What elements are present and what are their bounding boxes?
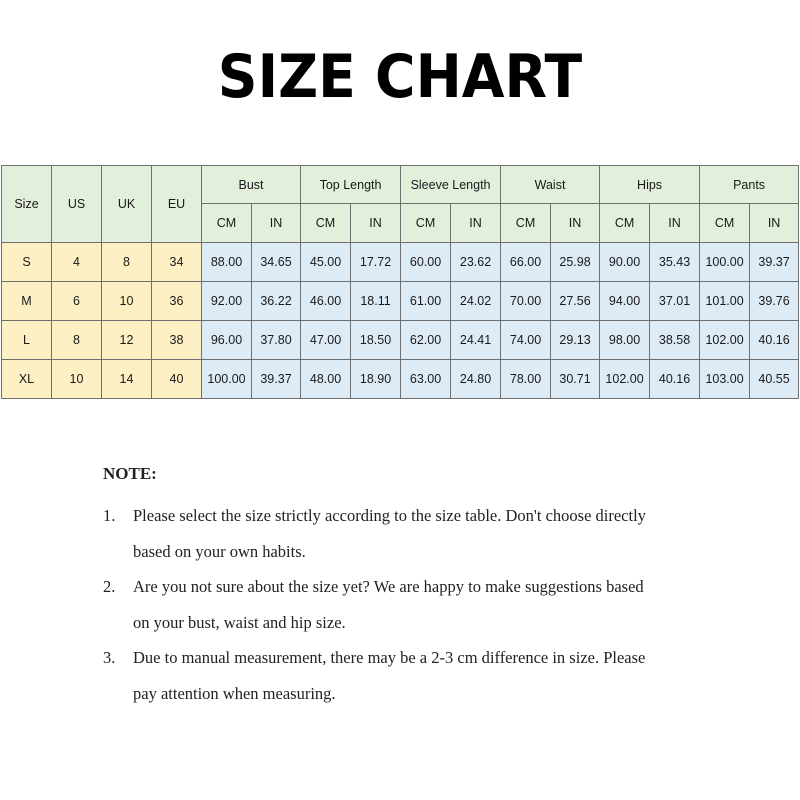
- measurement-cell: 102.00: [600, 360, 650, 399]
- note-title: NOTE:: [103, 464, 157, 483]
- header-row: [2, 166, 799, 204]
- measurement-cell: 98.00: [600, 321, 650, 360]
- unit-in-header: IN: [451, 204, 501, 243]
- measurement-cell: 66.00: [501, 243, 551, 282]
- note-item: [103, 640, 723, 711]
- note-line: Due to manual measurement, there may be a 2-3 cm difference in size. Please: [133, 648, 646, 667]
- note-item: [103, 569, 723, 640]
- eu-size-cell: 34: [152, 243, 202, 282]
- measurement-cell: 62.00: [401, 321, 451, 360]
- measurement-cell: 102.00: [700, 321, 750, 360]
- measurement-cell: 94.00: [600, 282, 650, 321]
- measurement-cell: 103.00: [700, 360, 750, 399]
- eu-size-cell: 40: [152, 360, 202, 399]
- size-header-cell: Size: [2, 166, 52, 243]
- measurement-cell: 37.80: [252, 321, 301, 360]
- table-row: [2, 282, 799, 321]
- measurement-cell: 24.41: [451, 321, 501, 360]
- measurement-cell: 18.50: [351, 321, 401, 360]
- size-table: [1, 165, 799, 399]
- measurement-cell: 30.71: [551, 360, 600, 399]
- uk-size-cell: 12: [102, 321, 152, 360]
- measurement-cell: 29.13: [551, 321, 600, 360]
- note-number: 2.: [103, 577, 116, 596]
- measurement-cell: 25.98: [551, 243, 600, 282]
- us-size-cell: 4: [52, 243, 102, 282]
- measurement-cell: 48.00: [301, 360, 351, 399]
- measurement-cell: 17.72: [351, 243, 401, 282]
- region-header-cell: EU: [152, 166, 202, 243]
- table-row: [2, 321, 799, 360]
- measurement-cell: 40.55: [750, 360, 799, 399]
- measurement-cell: 100.00: [700, 243, 750, 282]
- uk-size-cell: 10: [102, 282, 152, 321]
- us-size-cell: 6: [52, 282, 102, 321]
- measurement-cell: 39.76: [750, 282, 799, 321]
- measurement-cell: 96.00: [202, 321, 252, 360]
- note-item: [103, 498, 723, 569]
- measure-group-header: Waist: [501, 166, 600, 204]
- unit-cm-header: CM: [600, 204, 650, 243]
- measurement-cell: 39.37: [252, 360, 301, 399]
- size-cell: S: [2, 243, 52, 282]
- unit-in-header: IN: [252, 204, 301, 243]
- region-header-cell: UK: [102, 166, 152, 243]
- measurement-cell: 27.56: [551, 282, 600, 321]
- eu-size-cell: 36: [152, 282, 202, 321]
- measurement-cell: 101.00: [700, 282, 750, 321]
- measurement-cell: 36.22: [252, 282, 301, 321]
- unit-cm-header: CM: [501, 204, 551, 243]
- measurement-cell: 24.80: [451, 360, 501, 399]
- measure-group-header: Pants: [700, 166, 799, 204]
- measurement-cell: 23.62: [451, 243, 501, 282]
- measurement-cell: 18.11: [351, 282, 401, 321]
- measurement-cell: 24.02: [451, 282, 501, 321]
- measurement-cell: 90.00: [600, 243, 650, 282]
- measurement-cell: 38.58: [650, 321, 700, 360]
- note-section: [103, 464, 723, 711]
- measurement-cell: 45.00: [301, 243, 351, 282]
- uk-size-cell: 14: [102, 360, 152, 399]
- unit-cm-header: CM: [401, 204, 451, 243]
- measure-group-header: Sleeve Length: [401, 166, 501, 204]
- measurement-cell: 63.00: [401, 360, 451, 399]
- measurement-cell: 40.16: [750, 321, 799, 360]
- unit-cm-header: CM: [700, 204, 750, 243]
- region-header-cell: US: [52, 166, 102, 243]
- measurement-cell: 35.43: [650, 243, 700, 282]
- unit-in-header: IN: [551, 204, 600, 243]
- measurement-cell: 61.00: [401, 282, 451, 321]
- measurement-cell: 100.00: [202, 360, 252, 399]
- measurement-cell: 47.00: [301, 321, 351, 360]
- us-size-cell: 8: [52, 321, 102, 360]
- uk-size-cell: 8: [102, 243, 152, 282]
- note-line: Are you not sure about the size yet? We are happy to make suggestions based: [133, 577, 644, 596]
- page-title: SIZE CHART: [217, 42, 583, 112]
- unit-in-header: IN: [351, 204, 401, 243]
- unit-in-header: IN: [650, 204, 700, 243]
- measure-group-header: Hips: [600, 166, 700, 204]
- measurement-cell: 92.00: [202, 282, 252, 321]
- measurement-cell: 18.90: [351, 360, 401, 399]
- note-number: 1.: [103, 506, 116, 525]
- unit-cm-header: CM: [202, 204, 252, 243]
- measurement-cell: 70.00: [501, 282, 551, 321]
- size-cell: XL: [2, 360, 52, 399]
- measurement-cell: 46.00: [301, 282, 351, 321]
- note-line: pay attention when measuring.: [133, 683, 336, 703]
- size-cell: M: [2, 282, 52, 321]
- measure-group-header: Top Length: [301, 166, 401, 204]
- note-line: based on your own habits.: [133, 541, 306, 561]
- measurement-cell: 39.37: [750, 243, 799, 282]
- us-size-cell: 10: [52, 360, 102, 399]
- measurement-cell: 37.01: [650, 282, 700, 321]
- unit-in-header: IN: [750, 204, 799, 243]
- eu-size-cell: 38: [152, 321, 202, 360]
- table-row: [2, 243, 799, 282]
- measurement-cell: 78.00: [501, 360, 551, 399]
- measurement-cell: 88.00: [202, 243, 252, 282]
- note-number: 3.: [103, 648, 116, 667]
- measurement-cell: 60.00: [401, 243, 451, 282]
- measure-group-header: Bust: [202, 166, 301, 204]
- note-line: Please select the size strictly according to the size table. Don't choose directly: [133, 506, 646, 525]
- table-row: [2, 360, 799, 399]
- size-cell: L: [2, 321, 52, 360]
- note-list: [103, 498, 723, 711]
- measurement-cell: 40.16: [650, 360, 700, 399]
- measurement-cell: 74.00: [501, 321, 551, 360]
- unit-cm-header: CM: [301, 204, 351, 243]
- measurement-cell: 34.65: [252, 243, 301, 282]
- note-line: on your bust, waist and hip size.: [133, 612, 346, 632]
